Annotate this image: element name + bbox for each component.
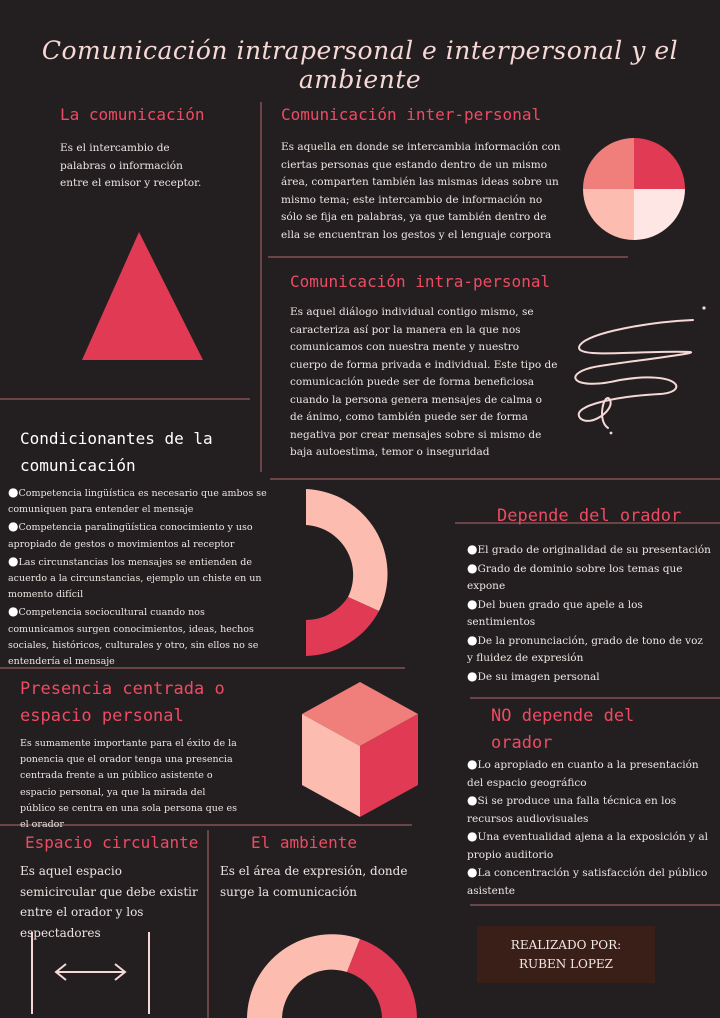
inter-text: Es aquella en donde se intercambia información con ciertas personas que estando dentro de un mismo área, comparten también las mismas ideas sobre un mismo tema; este intercambio de información no sólo se fija en palabras, ya que también dentro de ella se encuentran los gestos y el lenguaje corpora: [281, 141, 561, 241]
list-item: ● De su imagen personal: [467, 668, 712, 687]
list-item: ● Lo apropiado en cuanto a la presentación del espacio geográfico: [467, 756, 713, 792]
depende-heading: Depende del orador: [497, 506, 682, 526]
comunicacion-text: Es el intercambio de palabras o información entre el emisor y receptor.: [60, 142, 202, 189]
list-item: ● Si se produce una falla técnica en los recursos audiovisuales: [467, 792, 713, 828]
list-item: ● De la pronunciación, grado de tono de voz y fluidez de expresión: [467, 632, 712, 668]
list-item: ● Las circunstancias los mensajes se entienden de acuerdo a la circunstancias, ejemplo un chiste en un momento difícil: [8, 553, 270, 604]
condicionantes-heading-line: Condicionantes de la: [20, 429, 213, 448]
intra-heading: Comunicación intra-personal: [290, 272, 551, 291]
list-item: ● El grado de originalidad de su presentación: [467, 541, 712, 560]
no-depende-heading-line: NO depende del: [491, 706, 635, 726]
list-item: ● Grado de dominio sobre los temas que expone: [467, 560, 712, 596]
list-item: ● Competencia lingüística es necesario que ambos se comuniquen para entender el mensaje: [8, 484, 270, 518]
arc-segment: [247, 934, 360, 1018]
inter-heading: Comunicación inter-personal: [281, 105, 542, 124]
arc-segment: [347, 939, 417, 1018]
no-depende-heading-line: orador: [491, 733, 553, 753]
list-item: ● Competencia paralingüística conocimiento y uso apropiado de gestos o movimientos al receptor: [8, 518, 270, 552]
credit-author: RUBEN LOPEZ: [518, 956, 614, 971]
ambiente-text: Es el área de expresión, donde surge la comunicación: [220, 864, 408, 899]
ambiente-heading: El ambiente: [251, 833, 357, 852]
list-item: ● Del buen grado que apele a los sentimientos: [467, 596, 712, 632]
list-item: ● Una eventualidad ajena a la exposición y al propio auditorio: [467, 828, 713, 864]
comunicacion-heading: La comunicación: [60, 105, 205, 124]
list-item: ● Competencia sociocultural cuando nos comunicamos surgen conocimientos, ideas, hechos sociales, históricos, culturales y otro, sin ellos no se entendería el mensaje: [8, 603, 270, 670]
list-item: ● La concentración y satisfacción del público asistente: [467, 864, 713, 900]
circulante-text: Es aquel espacio semicircular que debe existir entre el orador y los espectadores: [20, 864, 198, 940]
page-title: Comunicación intrapersonal e interpersonal y el ambiente: [41, 36, 679, 94]
intra-text: Es aquel diálogo individual contigo mismo, se caracteriza así por la manera en la que nos comunicamos con nuestra mente y nuestro cuerpo de forma privada e individual. Este tipo de comunicación puede ser de forma beneficiosa cuando la persona genera mensajes de calma o de ánimo, como también puede ser de forma negativa por crear mensajes sobre si mismo de baja autoestima, temor o inseguridad: [290, 306, 558, 458]
circulante-heading: Espacio circulante: [25, 833, 199, 852]
presencia-heading-line: Presencia centrada o: [20, 679, 225, 699]
credit-label: REALIZADO POR:: [510, 937, 622, 952]
condicionantes-heading-line: comunicación: [20, 456, 136, 475]
presencia-text: Es sumamente importante para el éxito de la ponencia que el orador tenga una presencia centrada frente a un público asistente o espacio personal, ya que la mirada del público se centra en una sola persona que es el orador: [20, 738, 238, 831]
credit-badge: [477, 926, 655, 983]
presencia-heading-line: espacio personal: [20, 706, 184, 726]
